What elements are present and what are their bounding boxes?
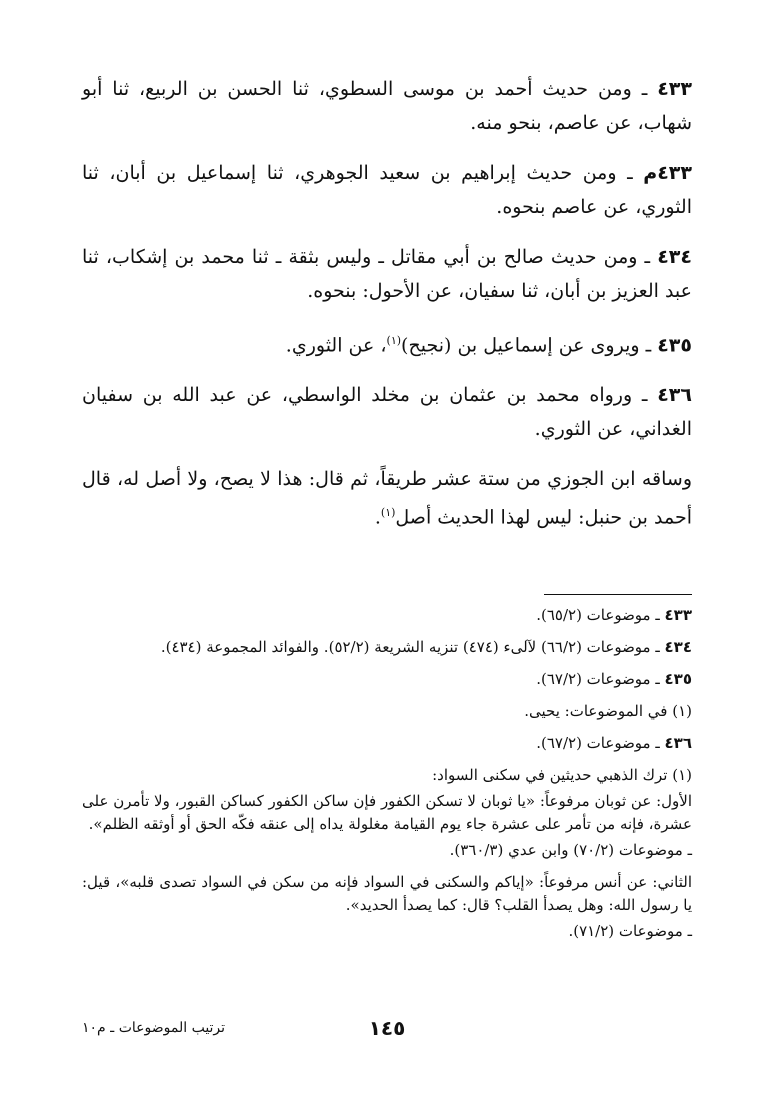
entry-number: ٤٣٤ — [657, 246, 692, 268]
entry-text: ـ ومن حديث أحمد بن موسى السطوي، ثنا الحسن بن الربيع، ثنا أبو شهاب، عن عاصم، بنحو منه. — [82, 78, 692, 134]
footnote-number: ٤٣٣ — [664, 606, 692, 624]
book-signature: ترتيب الموضوعات ـ م١٠ — [82, 1020, 226, 1036]
footnote-text: ـ موضوعات (٦٥/٢). — [536, 606, 665, 624]
entry-433 — [82, 72, 692, 140]
page-number: ١٤٥ — [368, 1016, 406, 1040]
entry-436 — [82, 378, 692, 446]
footnote-note-1a — [82, 700, 692, 723]
main-text — [82, 72, 692, 535]
footnote-text: ـ موضوعات (٧١/٢). — [568, 922, 692, 940]
page-footer — [82, 1016, 692, 1044]
footnote-note-1b — [82, 764, 692, 787]
entry-435 — [82, 324, 692, 362]
footnote-text: ـ موضوعات (٧٠/٢) وابن عدي (٣٦٠/٣). — [449, 841, 692, 859]
entry-number: ٤٣٣م — [643, 162, 692, 184]
entry-text: ـ ومن حديث إبراهيم بن سعيد الجوهري، ثنا إسماعيل بن أبان، ثنا الثوري، عن عاصم بنحوه. — [82, 162, 692, 218]
entry-text: ـ ويروى عن إسماعيل بن (نجيح) — [401, 334, 658, 357]
footnote-436 — [82, 732, 692, 755]
footnote-text: ـ موضوعات (٦٦/٢) لآلىء (٤٧٤) تنزيه الشريعة (٥٢/٢). والفوائد المجموعة (٤٣٤). — [160, 638, 665, 656]
footnote-first-source — [82, 839, 692, 862]
footnote-434 — [82, 636, 692, 659]
footnote-text: الأول: عن ثوبان مرفوعاً: «يا ثوبان لا تسكن الكفور فإن ساكن الكفور كساكن القبور، ولا تأمرن على عشرة، فإنه من تأمر على عشرة جاء يوم القيامة مغلولة يداه إلى عنقه فكّه الحق أو أوثقه الظلم». — [82, 792, 692, 833]
footnote-text: (١) ترك الذهبي حديثين في سكنى السواد: — [432, 766, 692, 784]
entry-text: ـ ومن حديث صالح بن أبي مقاتل ـ وليس بثقة ـ ثنا محمد بن إشكاب، ثنا عبد العزيز بن أبان، ثنا سفيان، عن الأحول: بنحوه. — [82, 246, 692, 302]
footnote-text: الثاني: عن أنس مرفوعاً: «إياكم والسكنى في السواد فإنه من سكن في السواد تصدى قلبه»، قيل: يا رسول الله: وهل يصدأ القلب؟ قال: كما يصدأ الحديد». — [82, 873, 692, 914]
footnote-number: ٤٣٤ — [664, 638, 692, 656]
paragraph-tail: . — [374, 506, 381, 529]
entry-433m — [82, 156, 692, 224]
entry-number: ٤٣٣ — [657, 78, 692, 100]
footnote-text: ـ موضوعات (٦٧/٢). — [536, 670, 665, 688]
footnote-divider — [544, 594, 692, 595]
footnote-number: ٤٣٥ — [664, 670, 692, 688]
footnote-ref[interactable]: (١) — [380, 506, 396, 520]
footnote-text: (١) في الموضوعات: يحيى. — [524, 702, 692, 720]
footnotes — [82, 604, 692, 952]
footnote-ref[interactable]: (١) — [386, 334, 402, 347]
footnote-second-hadith — [82, 871, 692, 917]
entry-434 — [82, 240, 692, 308]
footnote-first-hadith — [82, 790, 692, 836]
entry-number: ٤٣٥ — [657, 334, 692, 357]
footnote-second-source — [82, 920, 692, 943]
footnote-433 — [82, 604, 692, 627]
footnote-435 — [82, 668, 692, 691]
entry-number: ٤٣٦ — [657, 384, 692, 407]
footnote-number: ٤٣٦ — [664, 734, 692, 752]
entry-text: ـ ورواه محمد بن عثمان بن مخلد الواسطي، عن عبد الله بن سفيان الغداني، عن الثوري. — [82, 384, 692, 441]
entry-tail: ، عن الثوري. — [285, 334, 387, 357]
paragraph-text: وساقه ابن الجوزي من ستة عشر طريقاً، ثم قال: هذا لا يصح، ولا أصل له، قال أحمد بن حنبل: ليس لهذا الحديث أصل — [82, 468, 692, 529]
footnote-text: ـ موضوعات (٦٧/٢). — [536, 734, 665, 752]
closing-paragraph — [82, 462, 692, 534]
